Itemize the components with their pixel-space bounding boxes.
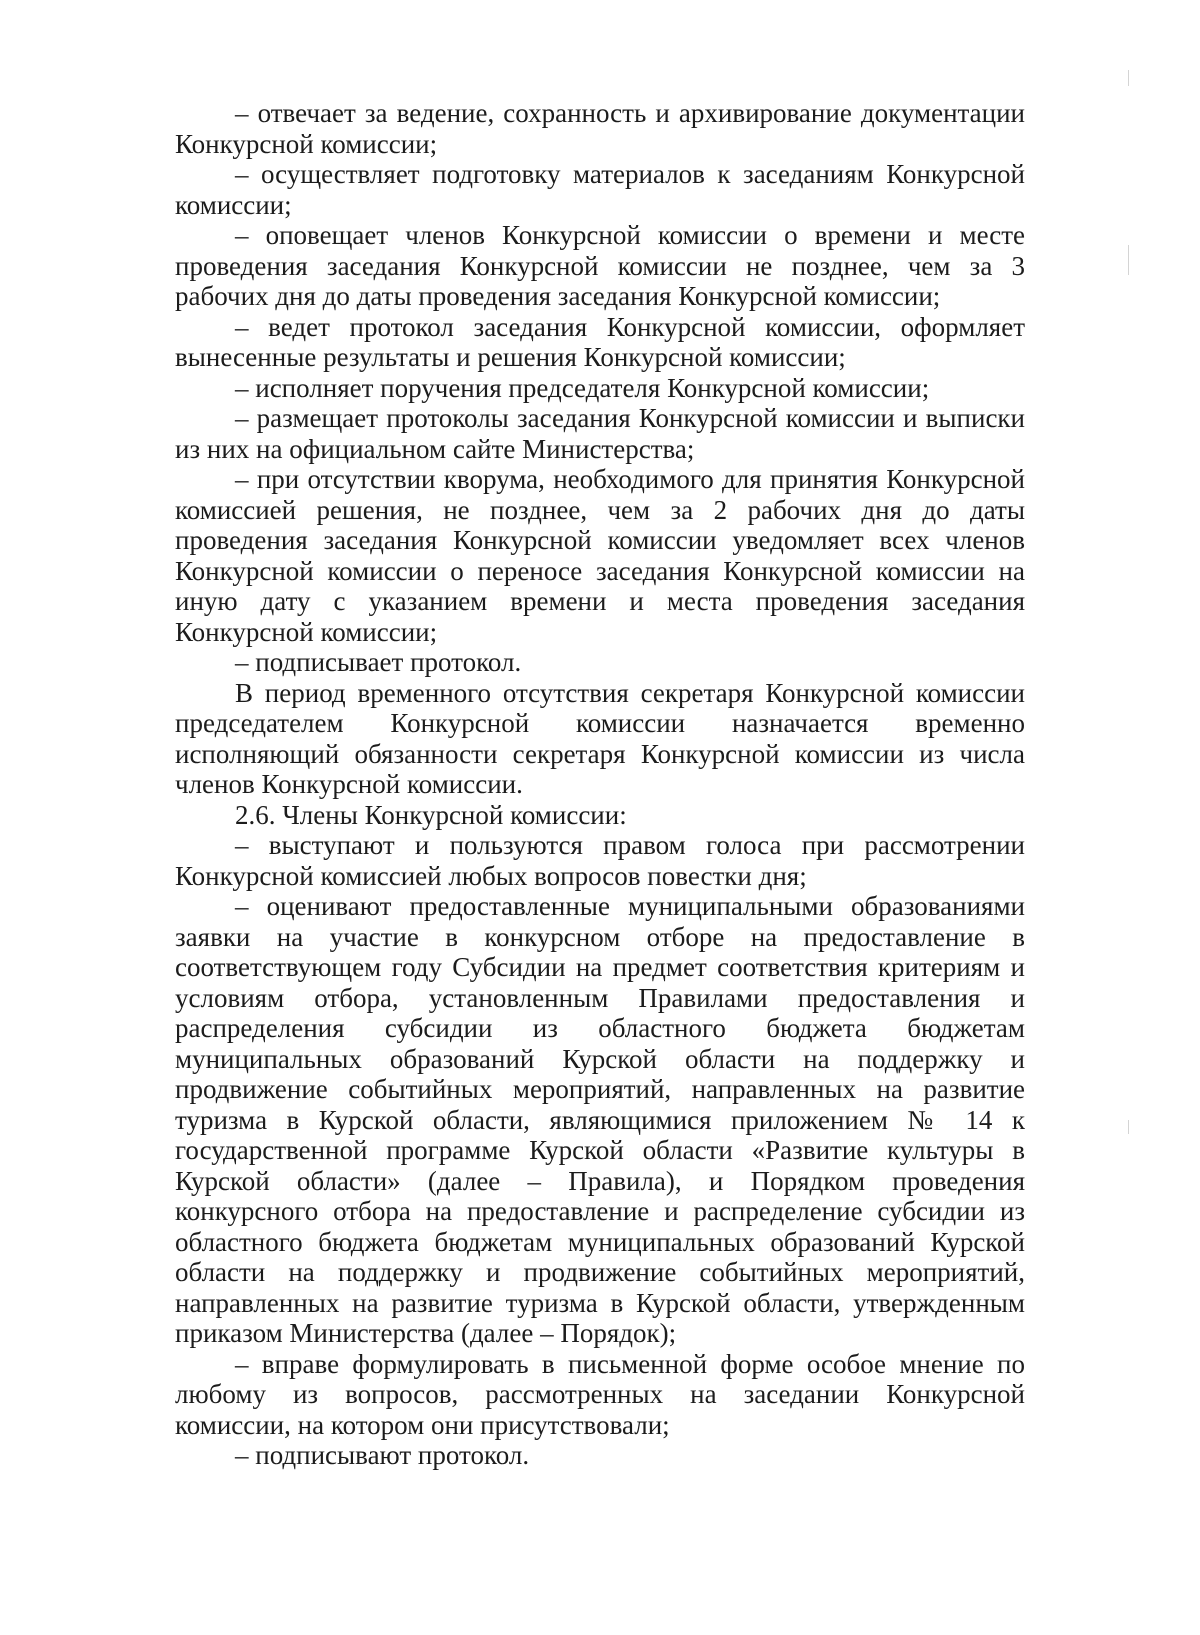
scan-edge-mark bbox=[1128, 1120, 1129, 1134]
paragraph-secretary-materials: – осуществляет подготовку материалов к заседаниям Конкурсной комиссии; bbox=[175, 159, 1025, 220]
paragraph-secretary-minutes: – ведет протокол заседания Конкурсной комиссии, оформляет вынесенные результаты и решения Конкурсной комиссии; bbox=[175, 311, 1025, 372]
paragraph-secretary-notification: – оповещает членов Конкурсной комиссии о времени и месте проведения заседания Конкурсной комиссии не позднее, чем за 3 рабочих дня до даты проведения заседания Конкурсной комиссии; bbox=[175, 220, 1025, 311]
paragraph-members-evaluation: – оценивают предоставленные муниципальными образованиями заявки на участие в конкурсном отборе на предоставление в соответствующем году Субсидии на предмет соответствия критериям и условиям отбора, установленным Правилами предоставления и распределения субсидии из областного бюджета бюджетам муниципальных образований Курской области на поддержку и продвижение событийных мероприятий, направленных на развитие туризма в Курской области, являющимися приложением № 14 к государственной программе Курской области «Развитие культуры в Курской области» (далее – Правила), и Порядком проведения конкурсного отбора на предоставление и распределение субсидии из областного бюджета бюджетам муниципальных образований Курской области на поддержку и продвижение событийных мероприятий, направленных на развитие туризма в Курской области, утвержденным приказом Министерства (далее – Порядок); bbox=[175, 891, 1025, 1348]
paragraph-members-sign: – подписывают протокол. bbox=[235, 1440, 530, 1470]
paragraph-members-voting: – выступают и пользуются правом голоса при рассмотрении Конкурсной комиссией любых вопросов повестки дня; bbox=[175, 830, 1025, 891]
paragraph-secretary-publishing: – размещает протоколы заседания Конкурсной комиссии и выписки из них на официальном сайте Министерства; bbox=[175, 403, 1025, 464]
paragraph-secretary-signs: – подписывает протокол. bbox=[235, 647, 522, 677]
paragraph-secretary-instructions: – исполняет поручения председателя Конкурсной комиссии; bbox=[235, 372, 930, 403]
scan-edge-mark bbox=[1128, 70, 1129, 86]
document-body bbox=[175, 98, 1025, 1471]
paragraph-secretary-documentation: – отвечает за ведение, сохранность и архивирование документации Конкурсной комиссии; bbox=[175, 98, 1025, 159]
scan-edge-mark bbox=[1128, 245, 1129, 275]
section-heading-members: 2.6. Члены Конкурсной комиссии: bbox=[235, 799, 627, 830]
paragraph-temporary-secretary: В период временного отсутствия секретаря Конкурсной комиссии председателем Конкурсной комиссии назначается временно исполняющий обязанности секретаря Конкурсной комиссии из числа членов Конкурсной комиссии. bbox=[175, 677, 1025, 799]
paragraph-secretary-quorum: – при отсутствии кворума, необходимого для принятия Конкурсной комиссией решения, не позднее, чем за 2 рабочих дня до даты проведения заседания Конкурсной комиссии уведомляет всех членов Конкурсной комиссии о переносе заседания Конкурсной комиссии на иную дату с указанием времени и места проведения заседания Конкурсной комиссии; bbox=[175, 464, 1025, 647]
paragraph-members-opinion: – вправе формулировать в письменной форме особое мнение по любому из вопросов, рассмотренных на заседании Конкурсной комиссии, на котором они присутствовали; bbox=[175, 1348, 1025, 1440]
